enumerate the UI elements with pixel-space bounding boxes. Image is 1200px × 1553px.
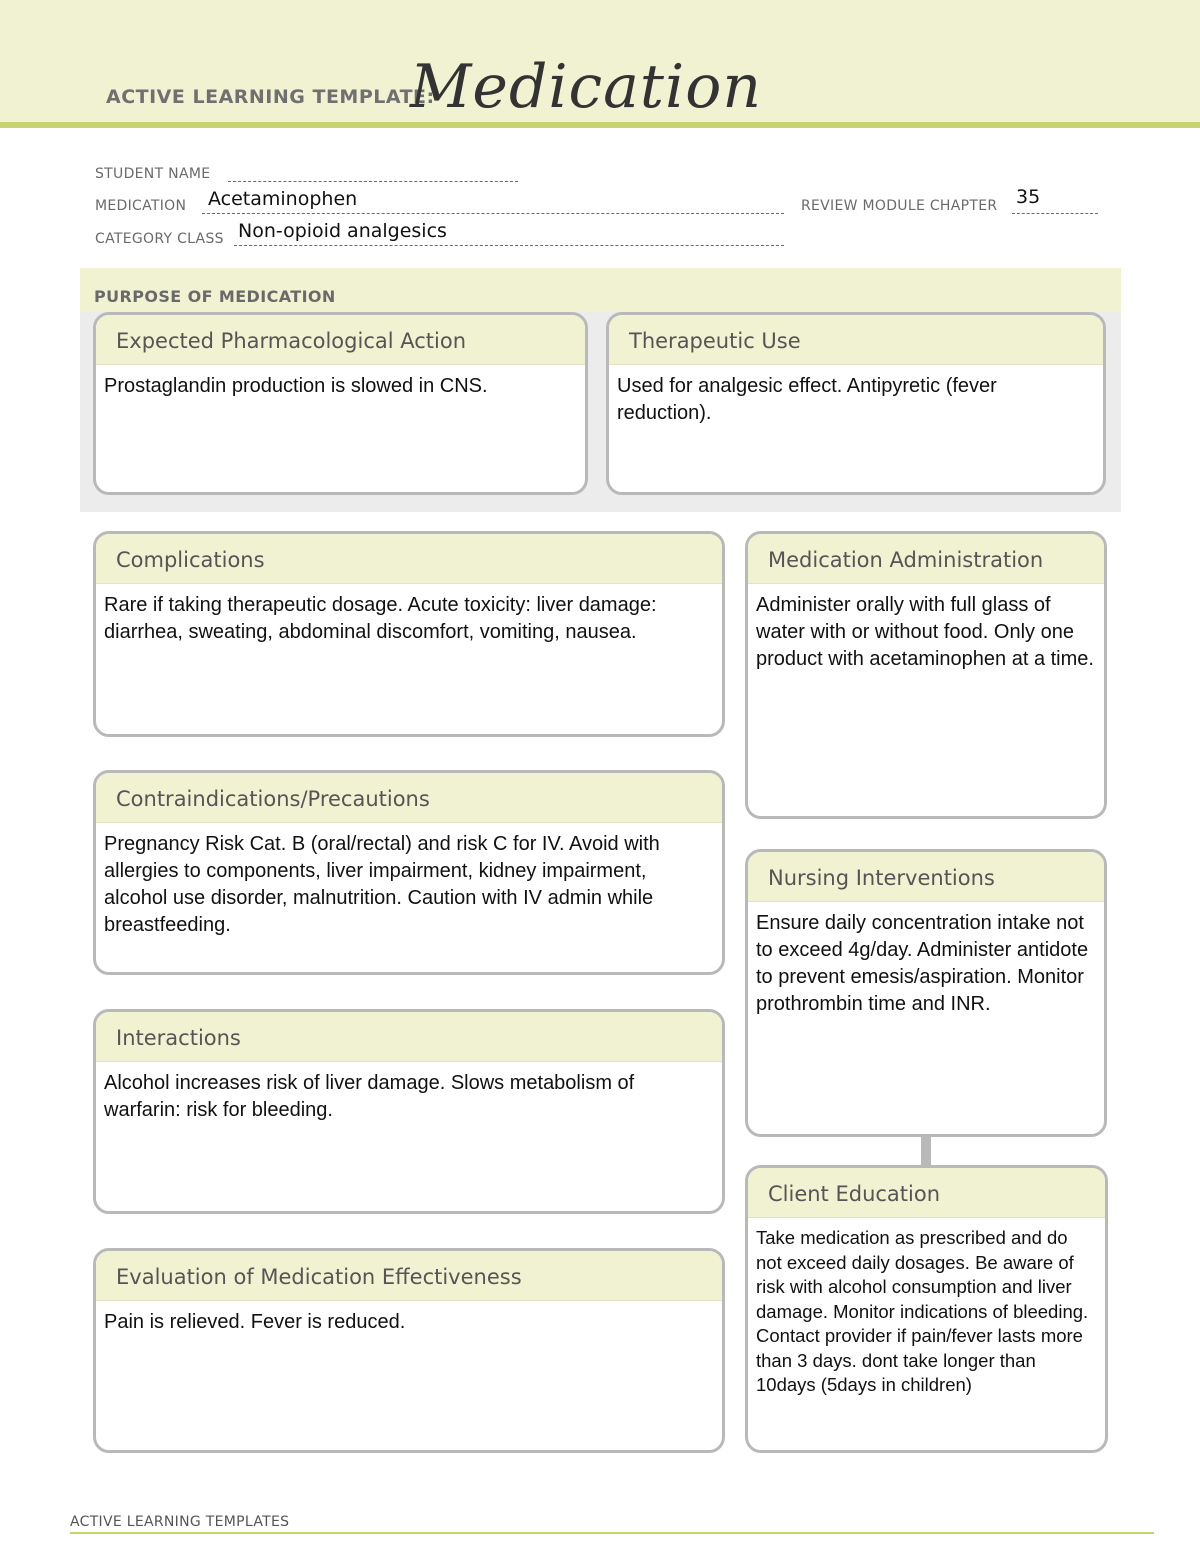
footer-label: ACTIVE LEARNING TEMPLATES xyxy=(70,1514,290,1530)
therapeutic-use-text[interactable]: Used for analgesic effect. Antipyretic (fever reduction). xyxy=(617,375,997,424)
contraindications-card xyxy=(93,770,725,975)
review-module-line xyxy=(1012,213,1098,214)
nursing-interventions-card xyxy=(745,849,1107,1137)
student-name-label: STUDENT NAME xyxy=(95,166,211,182)
client-education-card xyxy=(745,1165,1108,1453)
medication-administration-title: Medication Administration xyxy=(748,534,1104,584)
expected-action-text[interactable]: Prostaglandin production is slowed in CNS. xyxy=(104,375,488,397)
category-class-line xyxy=(234,245,784,246)
contraindications-title: Contraindications/Precautions xyxy=(96,773,722,823)
expected-action-card xyxy=(93,312,588,495)
client-education-title: Client Education xyxy=(748,1168,1105,1218)
therapeutic-use-card xyxy=(606,312,1106,495)
footer-divider xyxy=(70,1532,1154,1534)
complications-title: Complications xyxy=(96,534,722,584)
interactions-text[interactable]: Alcohol increases risk of liver damage. Slows metabolism of warfarin: risk for bleeding. xyxy=(104,1072,635,1121)
card-connector xyxy=(921,1136,931,1166)
template-label: ACTIVE LEARNING TEMPLATE: xyxy=(106,86,435,108)
review-module-label: REVIEW MODULE CHAPTER xyxy=(801,198,998,214)
medication-administration-card xyxy=(745,531,1107,819)
interactions-card xyxy=(93,1009,725,1214)
medication-line xyxy=(202,213,784,214)
complications-card xyxy=(93,531,725,737)
contraindications-text[interactable]: Pregnancy Risk Cat. B (oral/rectal) and risk C for IV. Avoid with allergies to components, liver impairment, kidney impairment, alcohol use disorder, malnutrition. Caution with IV admin while breastfeeding. xyxy=(104,833,660,936)
nursing-interventions-text[interactable]: Ensure daily concentration intake not to exceed 4g/day. Administer antidote to prevent emesis/aspiration. Monitor prothrombin time and INR. xyxy=(756,912,1089,1015)
complications-text[interactable]: Rare if taking therapeutic dosage. Acute toxicity: liver damage: diarrhea, sweating, abdominal discomfort, vomiting, nausea. xyxy=(104,594,657,643)
therapeutic-use-title: Therapeutic Use xyxy=(609,315,1103,365)
category-class-label: CATEGORY CLASS xyxy=(95,231,224,247)
category-class-field[interactable]: Non-opioid analgesics xyxy=(238,220,447,242)
evaluation-text[interactable]: Pain is relieved. Fever is reduced. xyxy=(104,1311,406,1333)
medication-label: MEDICATION xyxy=(95,198,187,214)
header-divider xyxy=(0,122,1200,128)
medication-field[interactable]: Acetaminophen xyxy=(208,188,358,210)
interactions-title: Interactions xyxy=(96,1012,722,1062)
page-title: Medication xyxy=(410,52,762,122)
review-module-field[interactable]: 35 xyxy=(1016,186,1041,208)
evaluation-title: Evaluation of Medication Effectiveness xyxy=(96,1251,722,1301)
evaluation-card xyxy=(93,1248,725,1453)
expected-action-title: Expected Pharmacological Action xyxy=(96,315,585,365)
medication-administration-text[interactable]: Administer orally with full glass of water with or without food. Only one product with acetaminophen at a time. xyxy=(756,594,1094,670)
nursing-interventions-title: Nursing Interventions xyxy=(748,852,1104,902)
client-education-text[interactable]: Take medication as prescribed and do not exceed daily dosages. Be aware of risk with alcohol consumption and liver damage. Monitor indications of bleeding. Contact provider if pain/fever lasts more than 3 days. dont take longer than 10days (5days in children) xyxy=(756,1227,1089,1395)
student-name-line xyxy=(228,181,518,182)
purpose-label: PURPOSE OF MEDICATION xyxy=(94,287,336,306)
